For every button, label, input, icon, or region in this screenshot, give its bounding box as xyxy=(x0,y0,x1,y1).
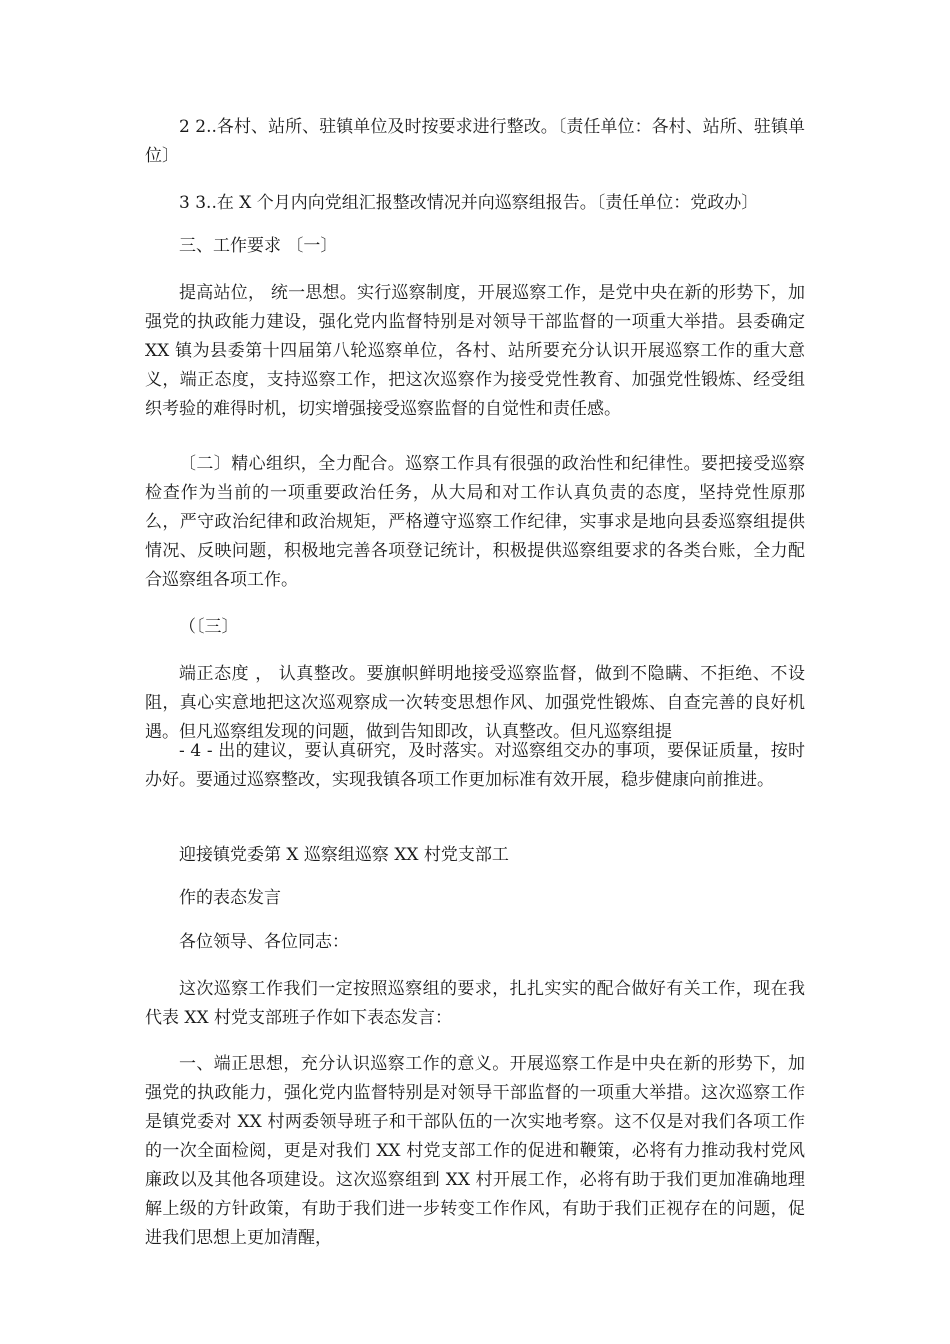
paragraph-page-continuation: - 4 - 出的建议，要认真研究，及时落实。对巡察组交办的事项，要保证质量，按时办好。要通过巡察整改，实现我镇各项工作更加标准有效开展，稳步健康向前推进。 xyxy=(145,741,805,790)
speech-title-line2: 作的表态发言 xyxy=(179,888,281,908)
speech-point-one: 一、端正思想，充分认识巡察工作的意义。开展巡察工作是中央在新的形势下，加强党的执政能力，强化党内监督特别是对领导干部监督的一项重大举措。这次巡察工作是镇党委对 XX 村两委领导班子和干部队伍的一次实地考察。这不仅是对我们各项工作的一次全面检阅，更是对我们 XX 村党支部工作的促进和鞭策，必将有力推动我村党风廉政以及其他各项建设。这次巡察组到 XX 村开展工作，必将有助于我们更加准确地理解上级的方针政策，有助于我们进一步转变工作作风，有助于我们正视存在的问题，促进我们思想上更加清醒， xyxy=(145,1054,805,1248)
speech-salutation: 各位领导、各位同志： xyxy=(179,932,349,952)
paragraph-correct-attitude: 端正态度 ， 认真整改。要旗帜鲜明地接受巡察监督，做到不隐瞒、不拒绝、不设阻，真心实意地把这次巡观察成一次转变思想作风、加强党性锻炼、自查完善的良好机遇。但凡巡察组发现的问题，做到告知即改，认真整改。但凡巡察组提 xyxy=(145,664,805,742)
speech-opening-paragraph: 这次巡察工作我们一定按照巡察组的要求，扎扎实实的配合做好有关工作，现在我代表 XX 村党支部班子作如下表态发言： xyxy=(145,979,805,1028)
paragraph-rectify-units: 2 2..各村、站所、驻镇单位及时按要求进行整改。〔责任单位：各村、站所、驻镇单位〕 xyxy=(145,117,805,166)
paragraph-report-progress: 3 3..在 X 个月内向党组汇报整改情况并向巡察组报告。〔责任单位：党政办〕 xyxy=(179,193,759,213)
paragraph-raise-awareness: 提高站位， 统一思想。实行巡察制度，开展巡察工作，是党中央在新的形势下，加强党的执政能力建设，强化党内监督特别是对领导干部监督的一项重大举措。县委确定 XX 镇为县委第十四届第八轮巡察单位，各村、站所要充分认识开展巡察工作的重大意义，端正态度，支持巡察工作，把这次巡察作为接受党性教育、加强党性锻炼、经受组织考验的难得时机，切实增强接受巡察监督的自觉性和责任感。 xyxy=(145,283,805,419)
section-heading-work-requirements: 三、工作要求 〔一〕 xyxy=(179,236,338,256)
speech-title-line1: 迎接镇党委第 X 巡察组巡察 XX 村党支部工 xyxy=(179,845,509,865)
section-marker-three: （〔三〕 xyxy=(179,617,239,637)
paragraph-organize-cooperate: 〔二〕精心组织，全力配合。巡察工作具有很强的政治性和纪律性。要把接受巡察检查作为当前的一项重要政治任务，从大局和对工作认真负责的态度，坚持党性原那么，严守政治纪律和政治规矩，严格遵守巡察工作纪律，实事求是地向县委巡察组提供情况、反映问题，积极地完善各项登记统计，积极提供巡察组要求的各类台账，全力配合巡察组各项工作。 xyxy=(145,454,805,590)
